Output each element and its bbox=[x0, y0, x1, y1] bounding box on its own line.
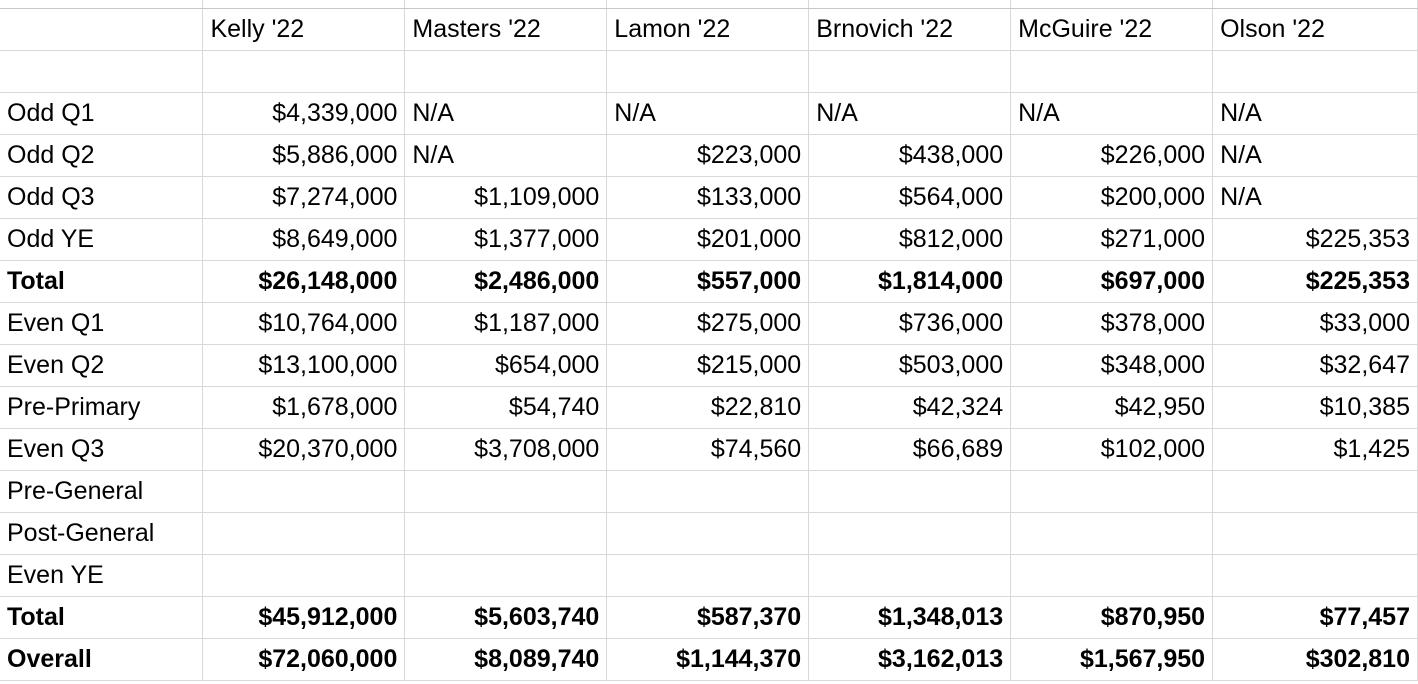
data-cell[interactable]: N/A bbox=[405, 93, 607, 135]
table-row bbox=[0, 177, 1418, 219]
top-frozen-strip bbox=[0, 0, 1418, 9]
data-cell[interactable] bbox=[607, 51, 809, 93]
data-cell[interactable]: N/A bbox=[1011, 93, 1213, 135]
row-label-cell[interactable]: Pre-General bbox=[0, 471, 203, 513]
row-label-cell[interactable]: Pre-Primary bbox=[0, 387, 203, 429]
data-cell[interactable]: N/A bbox=[607, 93, 809, 135]
strip-cell bbox=[607, 0, 809, 9]
table-row bbox=[0, 555, 1418, 597]
data-cell[interactable]: $7,274,000 bbox=[203, 177, 405, 219]
data-cell[interactable] bbox=[405, 471, 607, 513]
strip-cell bbox=[1213, 0, 1418, 9]
data-cell[interactable] bbox=[405, 555, 607, 597]
table-row bbox=[0, 597, 1418, 639]
strip-cell bbox=[203, 0, 405, 9]
header-cell-corner[interactable] bbox=[0, 9, 203, 51]
data-cell[interactable]: $10,764,000 bbox=[203, 303, 405, 345]
data-cell[interactable]: $102,000 bbox=[1011, 429, 1213, 471]
data-cell[interactable] bbox=[809, 471, 1011, 513]
data-cell[interactable]: $1,678,000 bbox=[203, 387, 405, 429]
data-cell[interactable]: $378,000 bbox=[1011, 303, 1213, 345]
data-cell[interactable]: $45,912,000 bbox=[203, 597, 405, 639]
data-cell[interactable]: $22,810 bbox=[607, 387, 809, 429]
data-cell[interactable]: $1,348,013 bbox=[809, 597, 1011, 639]
data-cell[interactable]: $3,708,000 bbox=[405, 429, 607, 471]
table-row bbox=[0, 93, 1418, 135]
strip-cell bbox=[1011, 0, 1213, 9]
row-label-cell[interactable]: Total bbox=[0, 261, 203, 303]
data-cell[interactable]: N/A bbox=[1213, 177, 1418, 219]
row-label-cell[interactable]: Odd Q3 bbox=[0, 177, 203, 219]
data-cell[interactable]: $20,370,000 bbox=[203, 429, 405, 471]
table-row bbox=[0, 471, 1418, 513]
data-cell[interactable]: $13,100,000 bbox=[203, 345, 405, 387]
data-cell[interactable]: N/A bbox=[1213, 135, 1418, 177]
strip-cell bbox=[0, 0, 203, 9]
row-label-cell[interactable]: Odd YE bbox=[0, 219, 203, 261]
data-cell[interactable]: N/A bbox=[1213, 93, 1418, 135]
data-cell[interactable]: $33,000 bbox=[1213, 303, 1418, 345]
data-cell[interactable] bbox=[1213, 471, 1418, 513]
data-cell[interactable]: $5,886,000 bbox=[203, 135, 405, 177]
table-row bbox=[0, 345, 1418, 387]
row-label-cell[interactable]: Odd Q1 bbox=[0, 93, 203, 135]
data-cell[interactable]: $1,814,000 bbox=[809, 261, 1011, 303]
data-cell[interactable]: $223,000 bbox=[607, 135, 809, 177]
data-cell[interactable]: $438,000 bbox=[809, 135, 1011, 177]
data-cell[interactable]: $557,000 bbox=[607, 261, 809, 303]
data-cell[interactable]: N/A bbox=[809, 93, 1011, 135]
data-cell[interactable]: $348,000 bbox=[1011, 345, 1213, 387]
data-cell[interactable]: $812,000 bbox=[809, 219, 1011, 261]
header-row bbox=[0, 9, 1418, 51]
strip-cell bbox=[809, 0, 1011, 9]
header-cell-brnovich[interactable]: Brnovich '22 bbox=[809, 9, 1011, 51]
data-cell[interactable]: $201,000 bbox=[607, 219, 809, 261]
data-cell[interactable] bbox=[607, 555, 809, 597]
row-label-cell[interactable] bbox=[0, 51, 203, 93]
header-cell-kelly[interactable]: Kelly '22 bbox=[203, 9, 405, 51]
data-cell[interactable]: $275,000 bbox=[607, 303, 809, 345]
data-cell[interactable]: N/A bbox=[405, 135, 607, 177]
data-cell[interactable]: $42,950 bbox=[1011, 387, 1213, 429]
header-cell-masters[interactable]: Masters '22 bbox=[405, 9, 607, 51]
data-cell[interactable]: $587,370 bbox=[607, 597, 809, 639]
data-cell[interactable]: $226,000 bbox=[1011, 135, 1213, 177]
data-cell[interactable]: $2,486,000 bbox=[405, 261, 607, 303]
data-cell[interactable] bbox=[1011, 555, 1213, 597]
table-row bbox=[0, 219, 1418, 261]
data-cell[interactable]: $8,089,740 bbox=[405, 639, 607, 681]
data-cell[interactable]: $215,000 bbox=[607, 345, 809, 387]
data-cell[interactable] bbox=[809, 513, 1011, 555]
data-cell[interactable] bbox=[1213, 51, 1418, 93]
data-cell[interactable]: $72,060,000 bbox=[203, 639, 405, 681]
data-cell[interactable]: $1,187,000 bbox=[405, 303, 607, 345]
table-row bbox=[0, 261, 1418, 303]
data-cell[interactable]: $503,000 bbox=[809, 345, 1011, 387]
data-cell[interactable] bbox=[203, 555, 405, 597]
data-cell[interactable]: $225,353 bbox=[1213, 261, 1418, 303]
row-label-cell[interactable]: Overall bbox=[0, 639, 203, 681]
data-cell[interactable] bbox=[1213, 555, 1418, 597]
data-cell[interactable]: $1,567,950 bbox=[1011, 639, 1213, 681]
data-cell[interactable]: $870,950 bbox=[1011, 597, 1213, 639]
data-cell[interactable]: $42,324 bbox=[809, 387, 1011, 429]
table-row bbox=[0, 639, 1418, 681]
row-label-cell[interactable]: Odd Q2 bbox=[0, 135, 203, 177]
data-cell[interactable]: $564,000 bbox=[809, 177, 1011, 219]
table-row bbox=[0, 135, 1418, 177]
data-cell[interactable] bbox=[405, 51, 607, 93]
row-label-cell[interactable]: Even YE bbox=[0, 555, 203, 597]
data-cell[interactable] bbox=[203, 471, 405, 513]
data-cell[interactable] bbox=[1213, 513, 1418, 555]
data-cell[interactable]: $74,560 bbox=[607, 429, 809, 471]
row-label-cell[interactable]: Even Q3 bbox=[0, 429, 203, 471]
data-cell[interactable] bbox=[405, 513, 607, 555]
data-cell[interactable] bbox=[607, 513, 809, 555]
data-cell[interactable]: $1,425 bbox=[1213, 429, 1418, 471]
data-cell[interactable] bbox=[607, 471, 809, 513]
data-cell[interactable]: $54,740 bbox=[405, 387, 607, 429]
strip-cell bbox=[405, 0, 607, 9]
data-cell[interactable] bbox=[809, 51, 1011, 93]
table-row bbox=[0, 303, 1418, 345]
header-cell-olson[interactable]: Olson '22 bbox=[1213, 9, 1418, 51]
row-label-cell[interactable]: Total bbox=[0, 597, 203, 639]
data-cell[interactable]: $5,603,740 bbox=[405, 597, 607, 639]
data-cell[interactable]: $654,000 bbox=[405, 345, 607, 387]
header-cell-lamon[interactable]: Lamon '22 bbox=[607, 9, 809, 51]
data-cell[interactable]: $133,000 bbox=[607, 177, 809, 219]
data-cell[interactable]: $77,457 bbox=[1213, 597, 1418, 639]
data-cell[interactable] bbox=[809, 555, 1011, 597]
data-cell[interactable]: $1,144,370 bbox=[607, 639, 809, 681]
data-cell[interactable]: $32,647 bbox=[1213, 345, 1418, 387]
data-cell[interactable] bbox=[1011, 51, 1213, 93]
data-cell[interactable]: $1,377,000 bbox=[405, 219, 607, 261]
table-row bbox=[0, 51, 1418, 93]
data-cell[interactable] bbox=[203, 513, 405, 555]
data-cell[interactable]: $225,353 bbox=[1213, 219, 1418, 261]
data-cell[interactable]: $4,339,000 bbox=[203, 93, 405, 135]
data-cell[interactable]: $200,000 bbox=[1011, 177, 1213, 219]
data-cell[interactable]: $66,689 bbox=[809, 429, 1011, 471]
data-cell[interactable]: $8,649,000 bbox=[203, 219, 405, 261]
row-label-cell[interactable]: Even Q1 bbox=[0, 303, 203, 345]
table-row bbox=[0, 513, 1418, 555]
table-row bbox=[0, 429, 1418, 471]
row-label-cell[interactable]: Even Q2 bbox=[0, 345, 203, 387]
data-cell[interactable]: $271,000 bbox=[1011, 219, 1213, 261]
data-cell[interactable] bbox=[203, 51, 405, 93]
data-cell[interactable]: $3,162,013 bbox=[809, 639, 1011, 681]
data-cell[interactable] bbox=[1011, 513, 1213, 555]
header-cell-mcguire[interactable]: McGuire '22 bbox=[1011, 9, 1213, 51]
data-cell[interactable]: $736,000 bbox=[809, 303, 1011, 345]
data-cell[interactable]: $10,385 bbox=[1213, 387, 1418, 429]
data-cell[interactable]: $302,810 bbox=[1213, 639, 1418, 681]
data-cell[interactable]: $26,148,000 bbox=[203, 261, 405, 303]
data-cell[interactable]: $697,000 bbox=[1011, 261, 1213, 303]
table-row bbox=[0, 387, 1418, 429]
data-cell[interactable]: $1,109,000 bbox=[405, 177, 607, 219]
data-cell[interactable] bbox=[1011, 471, 1213, 513]
row-label-cell[interactable]: Post-General bbox=[0, 513, 203, 555]
